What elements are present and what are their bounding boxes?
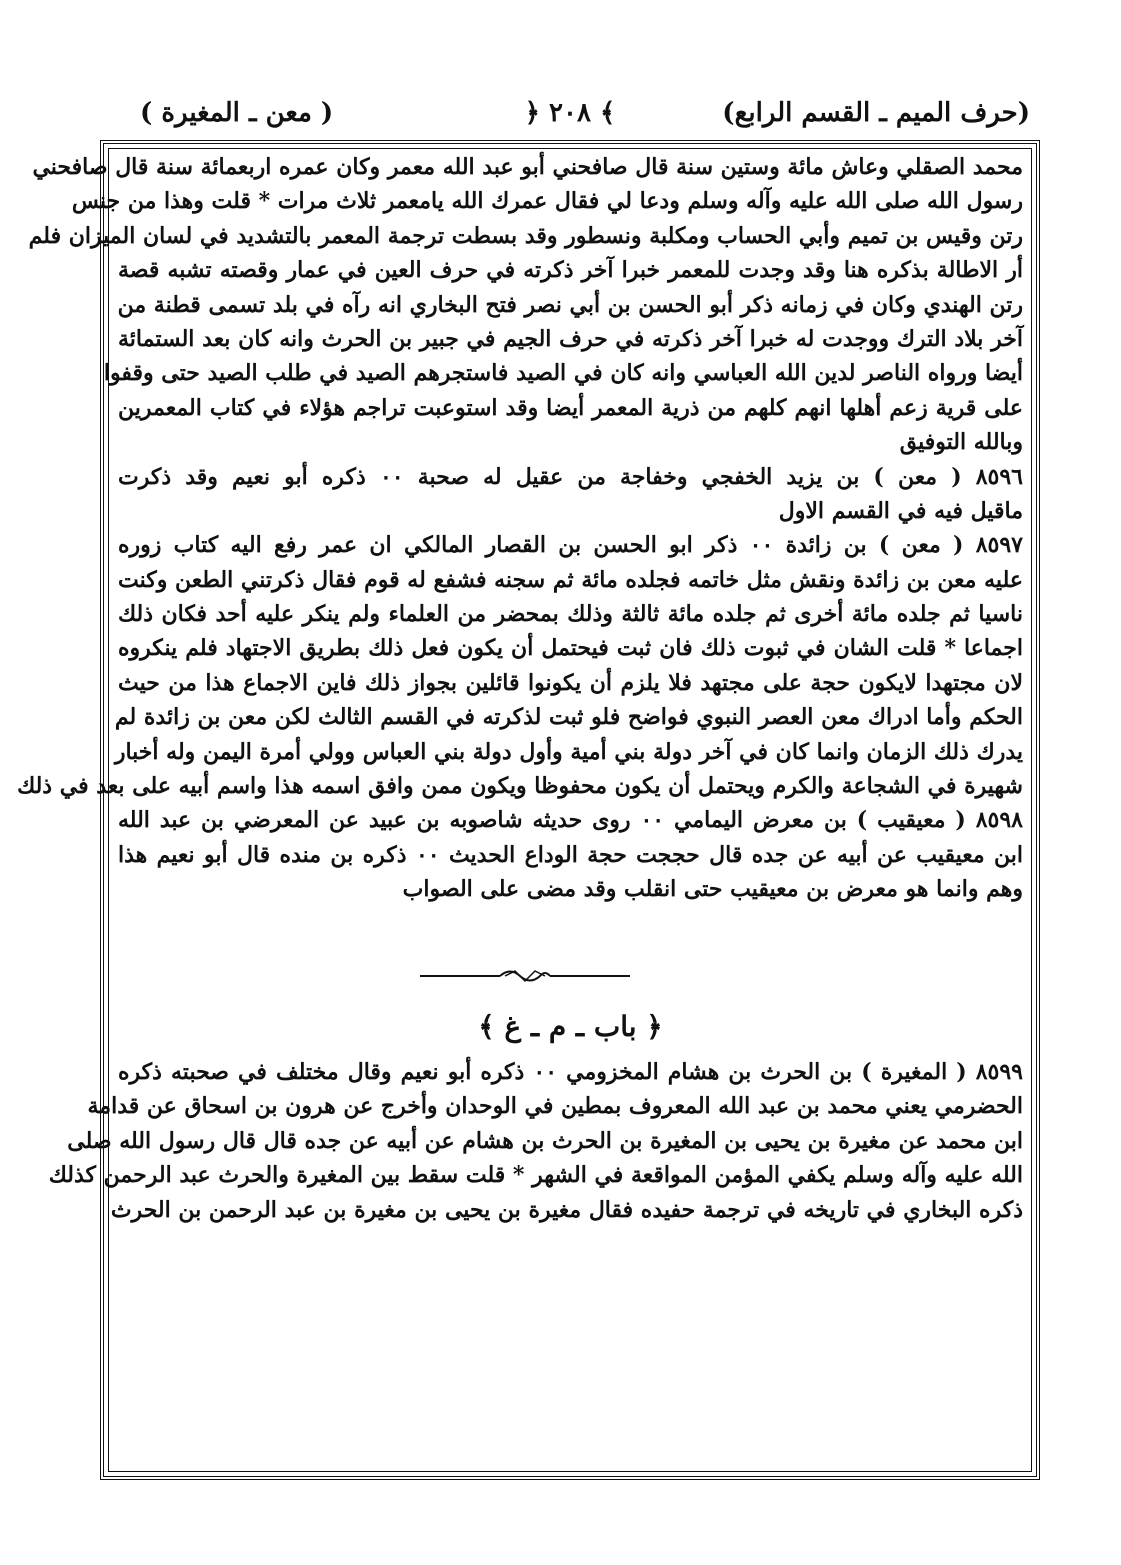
text-line: آخر بلاد الترك ووجدت له خبرا آخر ذكرته في حرف الجيم في جبير بن الحرث وانه كان بعد الستمائة <box>118 325 1023 352</box>
text-line: رتن وقيس بن تميم وأبي الحساب ومكلبة ونسطور وقد بسطت ترجمة المعمر بالتشديد في لسان الميزان فلم <box>28 222 1023 249</box>
text-line: محمد الصقلي وعاش مائة وستين سنة قال صافحني أبو عبد الله معمر وكان عمره اربعمائة سنة قال صافحني <box>32 154 1023 180</box>
text-line: أيضا ورواه الناصر لدين الله العباسي وانه كان في الصيد فاستجرهم الصيد في طلب الصيد حتى وقفوا <box>103 360 1023 387</box>
header-right-title: (حرف الميم ـ القسم الرابع) <box>722 98 1030 128</box>
entry-8599-line: ٨٥٩٩ ( المغيرة ) بن الحرث بن هشام المخزومي ٠٠ ذكره أبو نعيم وقال مختلف في صحبته ذكره <box>118 1059 1023 1085</box>
header-left-title: ( معن ـ المغيرة ) <box>140 98 334 128</box>
entry-8596-line: ٨٥٩٦ ( معن ) بن يزيد الخفجي وخفاجة من عقيل له صحبة ٠٠ ذكره أبو نعيم وقد ذكرت <box>118 463 1023 490</box>
text-line: على قرية زعم أهلها انهم كلهم من ذرية المعمر أيضا وقد استوعبت تراجم هؤلاء في كتاب المعمرين <box>118 394 1023 421</box>
entry-8599-line: ذكره البخاري في تاريخه في ترجمة حفيده فقال مغيرة بن يحيى بن مغيرة بن عبد الرحمن بن الحرث <box>110 1196 1023 1223</box>
entry-8597-line: يدرك ذلك الزمان وانما كان في آخر دولة بني أمية وأول دولة بني العباس وولي أمرة اليمن وله أخبار <box>114 738 1023 765</box>
chapter-heading: ﴿ باب ـ م ـ غ ﴾ <box>478 1010 663 1043</box>
entry-8597-line: الحكم وأما ادراك معن العصر النبوي فواضح فلو ثبت لذكرته في القسم الثالث لكن معن بن زائدة لم <box>114 704 1023 731</box>
entry-8598-line: ابن معيقيب عن أبيه عن جده قال حججت حجة الوداع الحديث ٠٠ ذكره بن منده قال أبو نعيم هذا <box>118 841 1023 868</box>
section-divider-ornament <box>420 965 630 987</box>
page-number: ﴿ ٢٠٨ ﴾ <box>524 98 616 128</box>
text-block-upper <box>17 150 1023 907</box>
entry-8598-line: وهم وانما هو معرض بن معيقيب حتى انقلب وقد مضى على الصواب <box>402 876 1023 903</box>
text-line: وبالله التوفيق <box>899 429 1023 456</box>
text-line: رتن الهندي وكان في زمانه ذكر أبو الحسن بن أبي نصر فتح البخاري انه رآه في بلد تسمى قطنة من <box>117 291 1023 318</box>
running-header <box>100 92 1040 138</box>
text-line: أر الاطالة بذكره هنا وقد وجدت للمعمر خبرا آخر ذكرته في حرف العين في عمار وقصته تشبه قصة <box>118 257 1023 284</box>
entry-8597-line: ناسيا ثم جلده مائة أخرى ثم جلده مائة ثالثة وذلك بمحضر من العلماء ولم ينكر عليه أحد فكان ذلك <box>118 601 1023 628</box>
entry-8599-line: الله عليه وآله وسلم يكفي المؤمن المواقعة في الشهر * قلت سقط بين المغيرة والحرث عبد الرحمن كذلك <box>48 1162 1023 1189</box>
entry-8599-line: ابن محمد عن مغيرة بن يحيى بن المغيرة بن الحرث بن هشام عن أبيه عن جده قال قال رسول الله صلى <box>67 1127 1023 1154</box>
entry-8597-line: عليه معن بن زائدة ونقش مثل خاتمه فجلده مائة ثم سجنه فشفع له قوم فقال ذكرتني الطعن وكنت <box>118 566 1023 593</box>
entry-8596-line: ماقيل فيه في القسم الاول <box>778 497 1023 524</box>
entry-8599-line: الحضرمي يعني محمد بن عبد الله المعروف بمطين في الوحدان وأخرج عن هرون بن اسحاق عن قدامة <box>87 1093 1023 1120</box>
text-line: رسول الله صلى الله عليه وآله وسلم ودعا لي فقال عمرك الله يامعمر ثلاث مرات * قلت وهذا من جنس <box>71 188 1023 215</box>
entry-8597-line: اجماعا * قلت الشان في ثبوت ذلك فان ثبت فيحتمل أن يكون فعل ذلك بطريق الاجتهاد فلم ينكروه <box>118 635 1023 662</box>
entry-8598-line: ٨٥٩٨ ( معيقيب ) بن معرض اليمامي ٠٠ روى حديثه شاصوبه بن عبيد عن المعرضي بن عبد الله <box>118 807 1023 834</box>
entry-8597-line: لان مجتهدا لايكون حجة على مجتهد فلا يلزم أن يكونوا قائلين بجواز ذلك فاين الاجماع هذا من حيث <box>118 669 1023 696</box>
entry-8597-line: شهيرة في الشجاعة والكرم ويحتمل أن يكون محفوظا ويكون ممن وافق اسمه هذا واسم أبيه على بعد في ذلك <box>17 773 1023 800</box>
text-block-lower <box>48 1055 1023 1227</box>
entry-8597-line: ٨٥٩٧ ( معن ) بن زائدة ٠٠ ذكر ابو الحسن بن القصار المالكي ان عمر رفع اليه كتاب زوره <box>118 532 1023 559</box>
